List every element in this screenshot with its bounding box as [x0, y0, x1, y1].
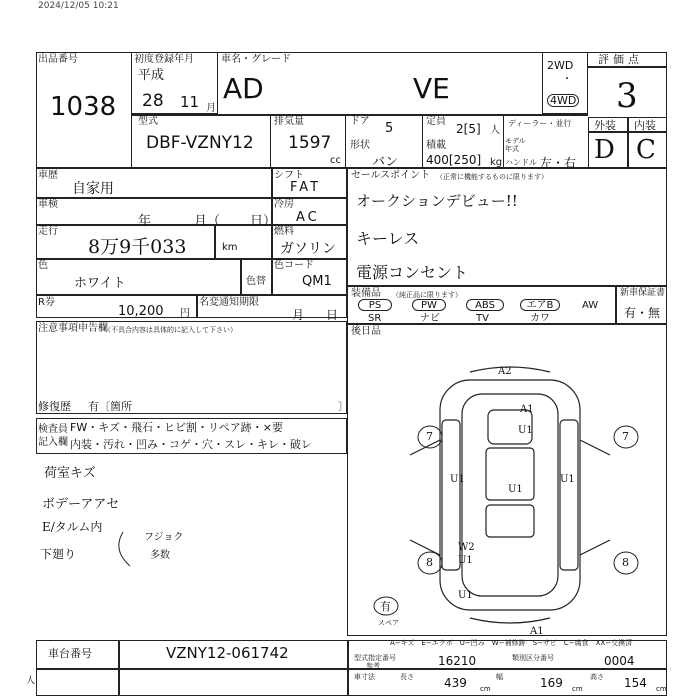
handle-label: ハンドル [505, 158, 537, 167]
designation-label: 型式指定番号 [354, 654, 396, 662]
length-unit: cm [480, 685, 491, 693]
deadline-label: 名変通知期限 [199, 297, 259, 308]
equip-leather: カワ [530, 313, 550, 324]
load-value: 400[250] [426, 153, 482, 167]
height-label: 高さ [590, 673, 604, 681]
footer-h [36, 668, 347, 670]
equip-aw: AW [582, 300, 599, 311]
deadline-day: 日 [326, 308, 339, 322]
width-value: 169 [540, 676, 563, 690]
drive-2wd: 2WD [547, 59, 574, 72]
mark-7-left: 7 [426, 430, 433, 443]
color-change-label: 色替 [246, 276, 266, 287]
model-code: DBF-VZNY12 [146, 133, 254, 153]
sales-line1: オークションデビュー!! [356, 192, 518, 210]
hw-side1: フジョク [144, 532, 184, 543]
color-label: 色 [38, 260, 48, 271]
deadline-month: 月 [292, 308, 305, 322]
sales-label: セールスポイント [351, 170, 431, 181]
hw-line4: 下廻り [40, 547, 77, 561]
drive-4wd: 4WD [547, 94, 579, 107]
shift-label: シフト [274, 170, 304, 181]
model-label: 型式 [138, 116, 158, 127]
damage-legend: A−キズ E−エクボ U−凹み W−補修跡 S−サビ C−腐食 XX−交換済 [390, 639, 633, 647]
length-value: 439 [444, 676, 467, 690]
registration-era: 平成 [138, 68, 165, 83]
shape-value: バン [372, 155, 399, 170]
recycle-label: R券 [38, 297, 55, 308]
load-unit: kg [490, 157, 503, 168]
sales-small: （正常に機能するものに限ります） [436, 173, 548, 181]
score-value: 3 [616, 76, 638, 116]
notes-small: （不具合内容は具体的に記入して下さい） [104, 326, 237, 334]
registration-label: 初度登録年月 [134, 54, 194, 65]
capacity-value: 2[5] [456, 122, 481, 136]
repair-close: 〕 [338, 400, 349, 413]
inspector-row1: FW・キズ・飛石・ヒビ割・リペア跡・×要 [70, 421, 283, 434]
warranty-label: 新車保証書 [620, 288, 666, 298]
designation-value: 16210 [438, 654, 477, 668]
capacity-label: 定員 [426, 116, 446, 127]
hw-line3: E/タルム内 [42, 520, 103, 534]
mark-8-left: 8 [426, 556, 433, 569]
chassis-value: VZNY12-061742 [166, 644, 289, 662]
inspector-label1: 検査員 [38, 424, 68, 435]
dim-label: 車寸法 [354, 673, 375, 681]
displacement-value: 1597 [288, 133, 332, 153]
inspection-year: 年 [138, 214, 152, 229]
repair-value: 有〔箇所 [88, 400, 132, 413]
inspector-label2: 記入欄 [38, 437, 68, 448]
footer-h2 [347, 668, 667, 670]
load-label: 積載 [426, 140, 446, 151]
spare-label: スペア [378, 619, 399, 627]
mark-7-right: 7 [622, 430, 629, 443]
mark-8-right: 8 [622, 556, 629, 569]
equip-abs: ABS [466, 299, 504, 311]
mark-u1-center: U1 [508, 484, 523, 495]
repair-label: 修復歴 [38, 400, 71, 413]
fuel-value: ガソリン [280, 241, 336, 257]
equip-pw: PW [412, 299, 446, 311]
category-label: 類別区分番号 [512, 654, 554, 662]
warranty-value: 有・無 [624, 306, 661, 320]
width-unit: cm [572, 685, 583, 693]
timestamp: 2024/12/05 10:21 [38, 1, 119, 11]
mileage-value: 8万9千033 [88, 236, 187, 258]
drive-dot: ・ [562, 74, 572, 85]
equip-ps: PS [358, 299, 392, 311]
registration-month: 11 [180, 93, 200, 111]
mark-a1-top: A1 [520, 404, 534, 415]
equip-sr: SR [368, 313, 382, 324]
sales-line3: 電源コンセント [356, 263, 469, 282]
mark-u1-right: U1 [560, 474, 575, 485]
equip-airbag: エアB [520, 299, 560, 311]
lot-number: 1038 [50, 92, 117, 122]
vehicle-make: AD [223, 72, 264, 105]
mark-u1-top: U1 [518, 425, 533, 436]
notes-label: 注意事項申告欄 [38, 323, 108, 334]
exterior-label: 外装 [594, 119, 616, 132]
equip-navi: ナビ [420, 313, 440, 324]
footer-mark: 人 [26, 676, 36, 686]
registration-year: 28 [142, 91, 164, 111]
registration-month-unit: 月 [206, 103, 216, 114]
length-label: 長さ [400, 673, 414, 681]
shape-label: 形状 [350, 140, 370, 151]
lot-label: 出品番号 [38, 54, 78, 65]
mileage-unit: km [222, 242, 238, 253]
designation-reference: 参考 [366, 662, 380, 670]
color-value: ホワイト [74, 276, 126, 291]
ac-value: AC [296, 210, 320, 225]
model-year-label: モデル年式 [505, 137, 526, 153]
mark-a2: A2 [498, 366, 512, 377]
dealer-label: ディーラー・並行 [508, 119, 572, 128]
displacement-unit: cc [330, 155, 341, 166]
mark-u1-lower: U1 [458, 555, 473, 566]
mark-u1-left: U1 [450, 474, 465, 485]
hw-side2: 多数 [150, 550, 170, 561]
height-unit: cm [656, 685, 667, 693]
color-code-label: 色コード [274, 260, 314, 271]
interior-score: C [636, 135, 656, 165]
mileage-label: 走行 [38, 226, 58, 237]
score-label: 評価点 [598, 53, 643, 66]
inspection-label: 車検 [38, 199, 58, 210]
doors-value: 5 [385, 121, 394, 136]
inspection-month: 月（ [194, 214, 221, 229]
equipment-label: 装備品 [351, 288, 381, 299]
vehicle-grade: VE [413, 72, 450, 105]
handle-value: 左・右 [540, 156, 577, 170]
fuel-label: 燃料 [274, 226, 294, 237]
displacement-label: 排気量 [274, 116, 304, 127]
inspection-day: 日） [250, 214, 277, 229]
mark-a1-bottom: A1 [530, 626, 544, 637]
mark-u1-bottom: U1 [458, 590, 473, 601]
hw-line2: ボデーアアセ [42, 497, 120, 512]
later-label: 後日品 [351, 326, 381, 337]
history-value: 自家用 [72, 181, 114, 197]
sales-line2: キーレス [356, 229, 420, 248]
equip-tv: TV [476, 313, 489, 324]
category-value: 0004 [604, 654, 635, 668]
spare-mark: 有 [380, 600, 391, 613]
doors-label: ドア [350, 116, 370, 127]
interior-label: 内装 [634, 119, 656, 132]
inspector-row2: 内装・汚れ・凹み・コゲ・穴・スレ・キレ・破レ [70, 438, 312, 451]
height-value: 154 [624, 676, 647, 690]
recycle-unit: 円 [180, 308, 190, 319]
vehicle-name-label: 車名・グレード [221, 54, 291, 65]
ac-label: 冷房 [274, 199, 294, 210]
exterior-score: D [594, 135, 615, 165]
history-label: 車歴 [38, 170, 58, 181]
width-label: 幅 [496, 673, 503, 681]
shift-value: FAT [290, 180, 322, 195]
chassis-label: 車台番号 [48, 647, 92, 660]
hw-line1: 荷室キズ [44, 466, 96, 481]
mark-w2: W2 [458, 542, 475, 553]
color-code: QM1 [302, 274, 332, 289]
equipment-small: （純正品に限ります） [392, 291, 462, 299]
capacity-unit: 人 [490, 125, 500, 136]
recycle-value: 10,200 [118, 304, 164, 319]
footer-v1 [118, 640, 120, 696]
